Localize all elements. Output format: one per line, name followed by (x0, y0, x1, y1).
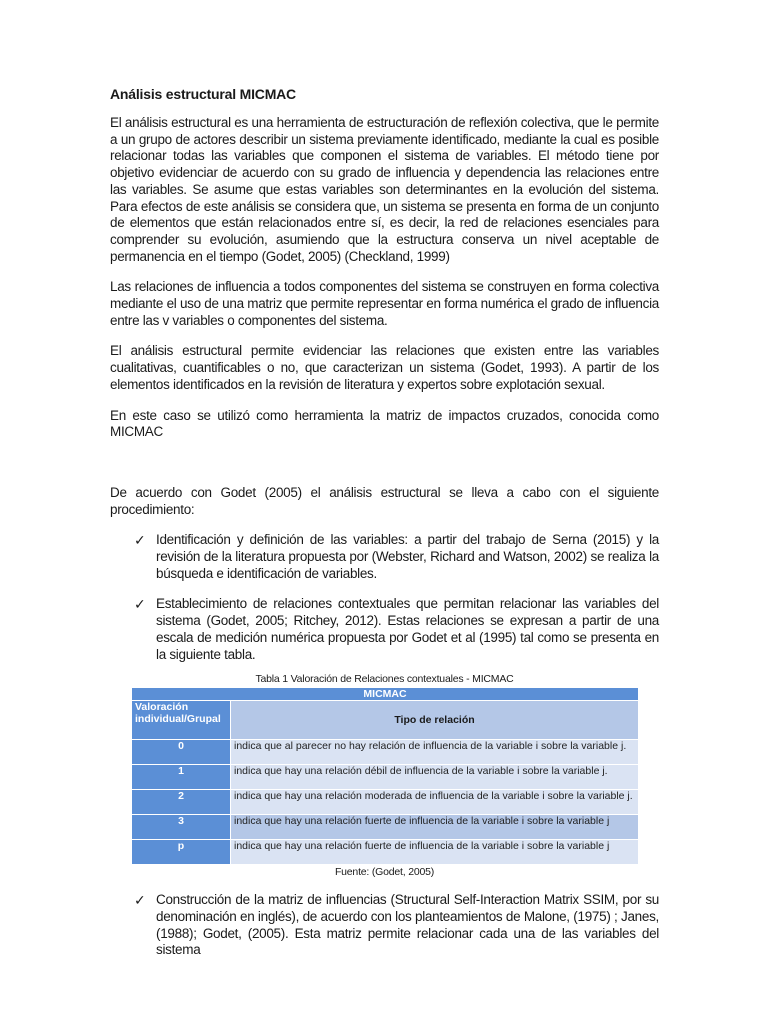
table-source: Fuente: (Godet, 2005) (334, 866, 435, 879)
document-body (110, 86, 659, 973)
procedure-step (110, 596, 659, 663)
column-header-valoracion: Valoración individual/Grupal (132, 701, 231, 740)
table-cell-desc: indica que hay una relación débil de influencia de la variable i sobre la variable j. (231, 765, 639, 790)
table-cell-desc: indica que hay una relación fuerte de influencia de la variable i sobre la variable j (231, 815, 639, 840)
procedure-steps (110, 532, 659, 663)
step-text: Establecimiento de relaciones contextuales que permitan relacionar las variables del sistema (Godet, 2005; Ritchey, 2012). Estas relaciones se expresan a partir de una escala de medición numérica propuesta por Godet et al (1995) tal como se presenta en la siguiente tabla. (156, 596, 659, 662)
procedure-step (110, 532, 659, 582)
paragraph: En este caso se utilizó como herramienta la matriz de impactos cruzados, conocida como MICMAC (110, 407, 659, 440)
table-header-top: MICMAC (132, 688, 639, 701)
table-cell-desc: indica que hay una relación fuerte de influencia de la variable i sobre la variable j (231, 840, 639, 865)
table-row (132, 815, 639, 840)
table-row (132, 740, 639, 765)
micmac-table (131, 687, 639, 865)
document-title: Análisis estructural MICMAC (110, 86, 296, 102)
table-caption: Tabla 1 Valoración de Relaciones contextuales - MICMAC (255, 673, 514, 686)
column-header-tipo: Tipo de relación (231, 701, 639, 740)
table-row (132, 840, 639, 865)
paragraph: El análisis estructural es una herramienta de estructuración de reflexión colectiva, que le permite a un grupo de actores describir un sistema previamente identificado, mediante la cual es posible relacionar todas las variables que componen el sistema de variables. El método tiene por objetivo evidenciar de acuerdo con su grado de influencia y dependencia las relaciones entre las variables. Se asume que estas variables son determinantes en la evolución del sistema. Para efectos de este análisis se considera que, un sistema se presenta en forma de un conjunto de elementos que están relacionados entre sí, es decir, la red de relaciones esenciales para comprender su evolución, asumiendo que la estructura conserva un nivel aceptable de permanencia en el tiempo (Godet, 2005) (Checkland, 1999) (110, 115, 659, 264)
table-cell-value: 1 (132, 765, 231, 790)
check-icon: ✓ (134, 892, 146, 909)
table-cell-value: 0 (132, 740, 231, 765)
paragraph: Las relaciones de influencia a todos componentes del sistema se construyen en forma colectiva mediante el uso de una matriz que permite representar en forma numérica el grado de influencia entre las v variables o componentes del sistema. (110, 279, 659, 328)
table-row (132, 765, 639, 790)
table-cell-value: 2 (132, 790, 231, 815)
step-text: Construcción de la matriz de influencias (Structural Self-Interaction Matrix SSIM, por su denominación en inglés), de acuerdo con los planteamientos de Malone, (1975) ; Janes, (1988); Godet, (2005). Esta matriz permite relacionar cada una de las variables del sistema (156, 892, 659, 958)
check-icon: ✓ (134, 596, 146, 613)
table-cell-value: p (132, 840, 231, 865)
procedure-steps-continued (110, 892, 659, 959)
procedure-step (110, 892, 659, 959)
table-cell-desc: indica que al parecer no hay relación de influencia de la variable i sobre la variable j. (231, 740, 639, 765)
procedure-intro: De acuerdo con Godet (2005) el análisis estructural se lleva a cabo con el siguiente procedimiento: (110, 484, 659, 517)
step-text: Identificación y definición de las variables: a partir del trabajo de Serna (2015) y la revisión de la literatura propuesta por (Webster, Richard and Watson, 2002) se realiza la búsqueda e identificación de variables. (156, 532, 659, 581)
table-cell-value: 3 (132, 815, 231, 840)
paragraph: El análisis estructural permite evidenciar las relaciones que existen entre las variables cualitativas, cuantificables o no, que caracterizan un sistema (Godet, 1993). A partir de los elementos identificados en la revisión de literatura y expertos sobre explotación sexual. (110, 343, 659, 392)
check-icon: ✓ (134, 532, 146, 549)
table-row (132, 790, 639, 815)
table-cell-desc: indica que hay una relación moderada de influencia de la variable i sobre la variable j. (231, 790, 639, 815)
